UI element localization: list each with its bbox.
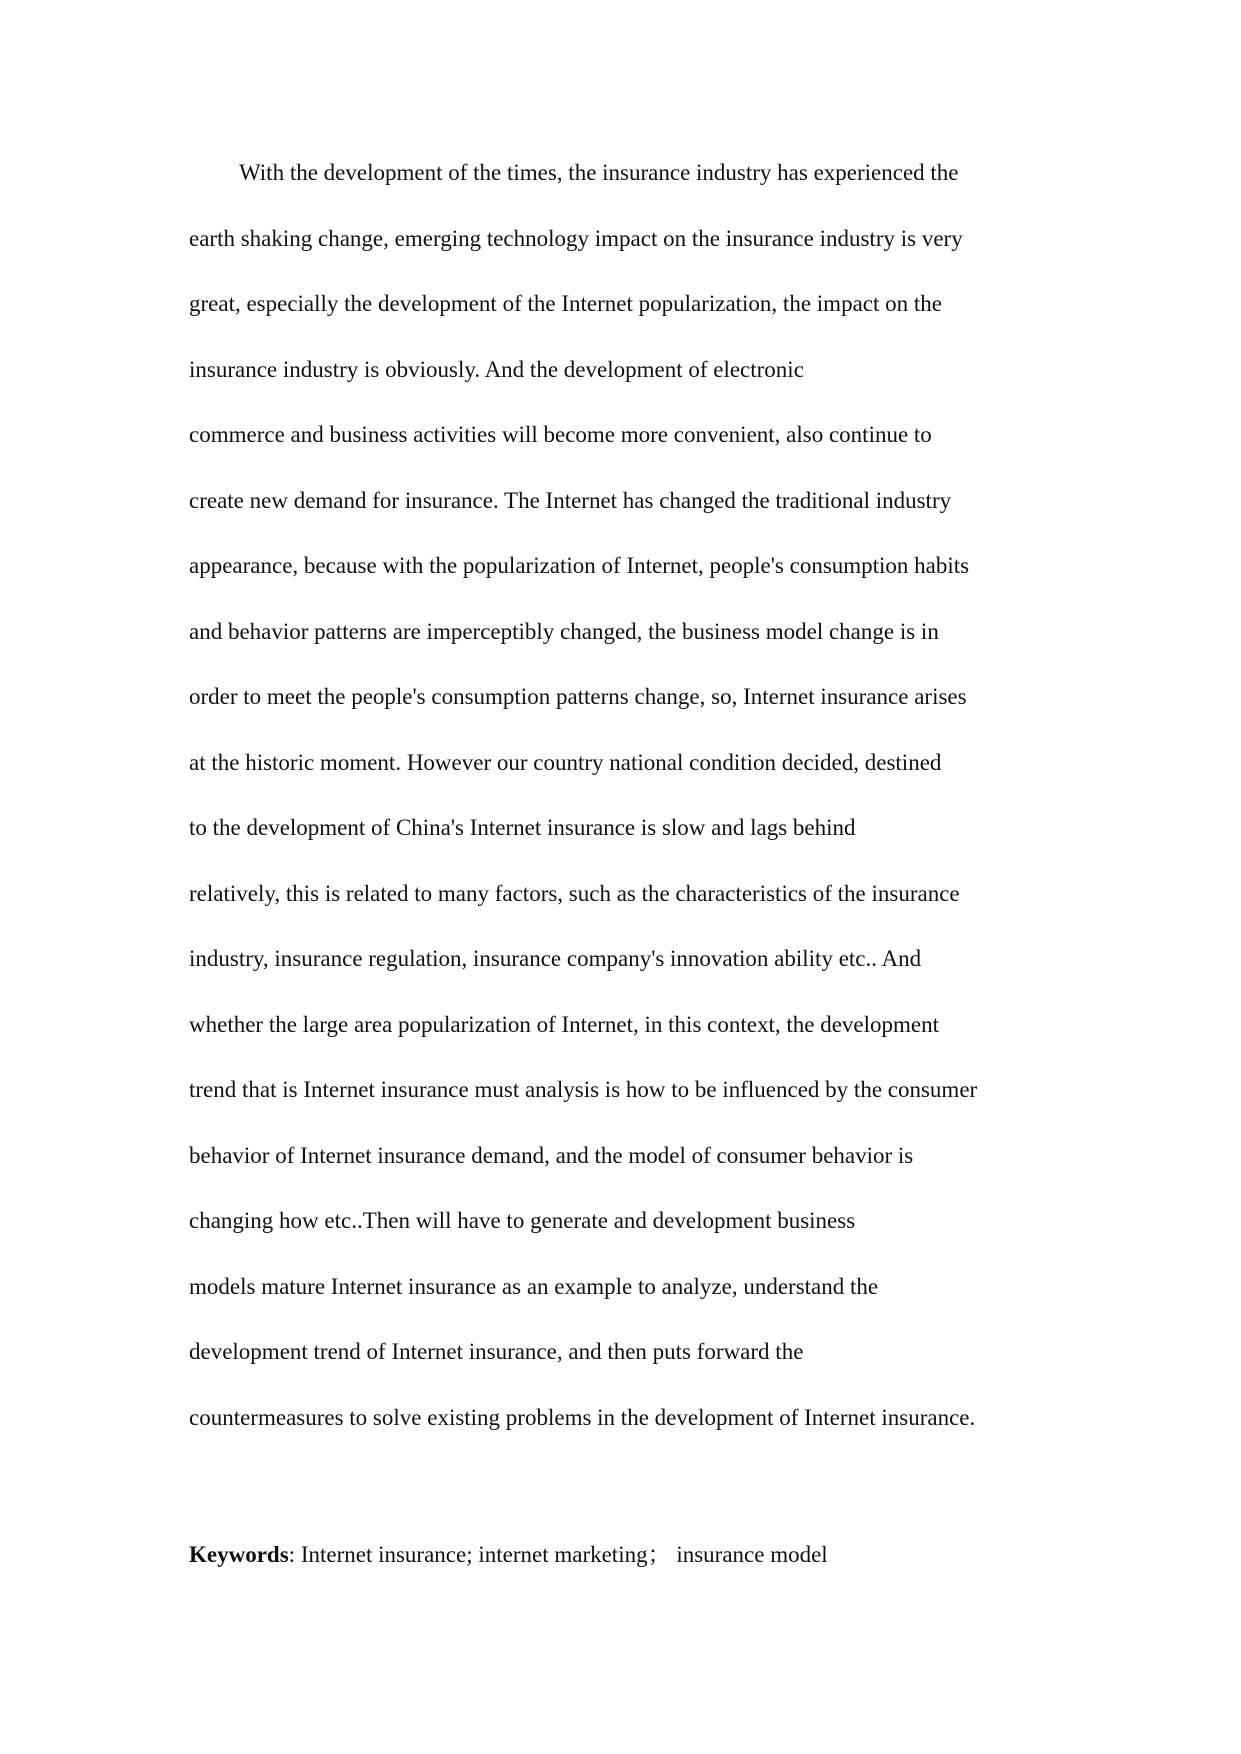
keywords-text: Internet insurance; internet marketing； insurance model [300, 1542, 828, 1567]
abstract-line: behavior of Internet insurance demand, and the model of consumer behavior is [189, 1142, 914, 1168]
abstract-line: models mature Internet insurance as an example to analyze, understand the [189, 1273, 879, 1299]
keywords-separator: : [288, 1542, 301, 1567]
abstract-line: and behavior patterns are imperceptibly changed, the business model change is in [189, 618, 939, 644]
abstract-line: development trend of Internet insurance, and then puts forward the [189, 1339, 804, 1364]
abstract-line: relatively, this is related to many factors, such as the characteristics of the insurance [189, 880, 960, 906]
abstract-line: earth shaking change, emerging technology impact on the insurance industry is very [189, 225, 963, 251]
keywords-line [189, 1543, 828, 1566]
abstract-line: whether the large area popularization of Internet, in this context, the development [189, 1011, 939, 1037]
abstract-line: to the development of China's Internet insurance is slow and lags behind [189, 815, 856, 840]
abstract-line: at the historic moment. However our country national condition decided, destined [189, 749, 942, 775]
abstract-line: changing how etc..Then will have to generate and development business [189, 1208, 856, 1233]
abstract-line: insurance industry is obviously. And the development of electronic [189, 356, 804, 382]
abstract-line: great, especially the development of the Internet popularization, the impact on the [189, 291, 942, 316]
abstract-line: order to meet the people's consumption patterns change, so, Internet insurance arises [189, 684, 967, 709]
keywords-label: Keywords [189, 1542, 289, 1567]
abstract-line: trend that is Internet insurance must analysis is how to be influenced by the consumer [189, 1077, 978, 1102]
abstract-body [189, 161, 1069, 1471]
abstract-line: With the development of the times, the insurance industry has experienced the [239, 160, 959, 185]
abstract-line: appearance, because with the popularization of Internet, people's consumption habits [189, 553, 970, 578]
abstract-line: countermeasures to solve existing problems in the development of Internet insurance. [189, 1404, 976, 1430]
abstract-line: create new demand for insurance. The Internet has changed the traditional industry [189, 487, 952, 513]
abstract-line: commerce and business activities will become more convenient, also continue to [189, 422, 932, 447]
abstract-line: industry, insurance regulation, insurance company's innovation ability etc.. And [189, 946, 922, 971]
